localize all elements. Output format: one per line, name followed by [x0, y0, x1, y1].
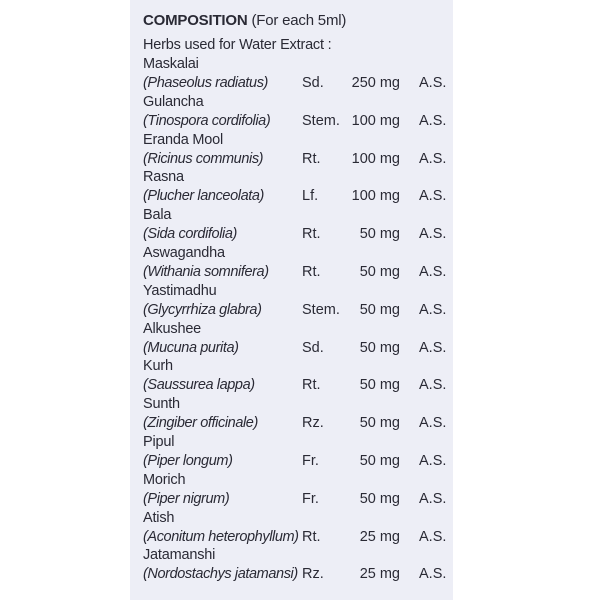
composition-heading	[143, 12, 346, 29]
herb-botanical-name: (Aconitum heterophyllum)	[143, 528, 299, 545]
herb-reference: A.S.	[419, 150, 447, 167]
herb-name: Morich	[143, 471, 186, 488]
herb-dose: 50 mg	[359, 490, 400, 507]
herb-part-used: Lf.	[302, 188, 319, 205]
herb-dose: 50 mg	[359, 453, 400, 469]
herb-reference: A.S.	[419, 453, 447, 469]
herb-part-used: Rt.	[302, 528, 321, 545]
herb-entry	[130, 207, 453, 245]
herb-reference: A.S.	[419, 377, 447, 394]
herb-entry	[130, 396, 453, 434]
herb-dose: 50 mg	[359, 301, 400, 318]
herb-entry	[130, 434, 453, 472]
herb-dose: 50 mg	[359, 415, 400, 432]
herb-reference: A.S.	[419, 566, 447, 583]
herb-reference: A.S.	[419, 490, 447, 507]
herb-entry	[130, 56, 453, 94]
herb-entry	[130, 132, 453, 170]
herb-name: Pipul	[143, 434, 175, 450]
herb-part-used: Rt.	[302, 377, 321, 394]
herb-botanical-name: (Ricinus communis)	[143, 150, 264, 167]
herb-part-used: Rz.	[302, 566, 324, 583]
herb-reference: A.S.	[419, 112, 447, 129]
herb-botanical-name: (Plucher lanceolata)	[143, 188, 264, 205]
herb-dose: 25 mg	[359, 566, 400, 583]
herb-reference: A.S.	[419, 301, 447, 318]
herb-dose: 50 mg	[359, 264, 400, 280]
composition-label	[130, 0, 453, 600]
herb-botanical-name: (Mucuna purita)	[143, 339, 239, 356]
herb-entry	[130, 321, 453, 359]
herb-entry	[130, 472, 453, 510]
herb-name: Atish	[143, 509, 175, 526]
water-extract-heading: Herbs used for Water Extract :	[143, 37, 332, 53]
herb-name: Aswagandha	[143, 245, 225, 261]
herb-dose: 50 mg	[359, 226, 400, 243]
herb-reference: A.S.	[419, 415, 447, 432]
herb-name: Sunth	[143, 396, 180, 413]
herb-entry	[130, 510, 453, 548]
herb-entry	[130, 169, 453, 207]
herb-reference: A.S.	[419, 264, 447, 280]
herb-botanical-name: (Phaseolus radiatus)	[143, 75, 268, 91]
herb-part-used: Stem.	[302, 301, 340, 318]
herb-part-used: Rz.	[302, 415, 324, 432]
herb-part-used: Sd.	[302, 75, 324, 91]
herb-botanical-name: (Nordostachys jatamansi)	[143, 566, 298, 583]
herb-reference: A.S.	[419, 75, 447, 91]
herb-part-used: Rt.	[302, 226, 321, 243]
herb-reference: A.S.	[419, 188, 447, 205]
composition-title: COMPOSITION	[143, 12, 248, 29]
herb-entry	[130, 94, 453, 132]
herb-part-used: Fr.	[302, 490, 319, 507]
herb-botanical-name: (Tinospora cordifolia)	[143, 112, 271, 129]
herb-name: Rasna	[143, 169, 184, 186]
herb-dose: 50 mg	[359, 339, 400, 356]
herb-botanical-name: (Piper nigrum)	[143, 490, 230, 507]
herb-botanical-name: (Withania somnifera)	[143, 264, 269, 280]
herb-part-used: Rt.	[302, 264, 321, 280]
herb-name: Yastimadhu	[143, 282, 217, 299]
herb-dose: 50 mg	[359, 377, 400, 394]
herb-part-used: Stem.	[302, 112, 340, 129]
herb-botanical-name: (Piper longum)	[143, 453, 233, 469]
herb-dose: 100 mg	[351, 188, 400, 205]
herb-name: Jatamanshi	[143, 547, 216, 564]
herb-part-used: Sd.	[302, 339, 324, 356]
herb-name: Alkushee	[143, 320, 202, 337]
herb-entry	[130, 245, 453, 283]
herb-entry	[130, 283, 453, 321]
herb-reference: A.S.	[419, 528, 447, 545]
herb-reference: A.S.	[419, 339, 447, 356]
herb-name: Gulancha	[143, 93, 204, 110]
herb-reference: A.S.	[419, 226, 447, 243]
herb-dose: 100 mg	[351, 112, 400, 129]
herb-botanical-name: (Zingiber officinale)	[143, 415, 258, 432]
herb-botanical-name: (Glycyrrhiza glabra)	[143, 301, 262, 318]
composition-note: (For each 5ml)	[251, 12, 347, 29]
herb-name: Kurh	[143, 358, 173, 375]
herb-botanical-name: (Sida cordifolia)	[143, 226, 237, 243]
herb-name: Bala	[143, 207, 172, 224]
herb-dose: 100 mg	[351, 150, 400, 167]
herb-botanical-name: (Saussurea lappa)	[143, 377, 255, 394]
herb-part-used: Fr.	[302, 453, 319, 469]
herb-part-used: Rt.	[302, 150, 321, 167]
herb-dose: 25 mg	[359, 528, 400, 545]
herb-entry	[130, 358, 453, 396]
herb-entry	[130, 547, 453, 585]
herb-name: Eranda Mool	[143, 131, 224, 148]
herb-name: Maskalai	[143, 56, 199, 72]
herb-dose: 250 mg	[351, 75, 400, 91]
